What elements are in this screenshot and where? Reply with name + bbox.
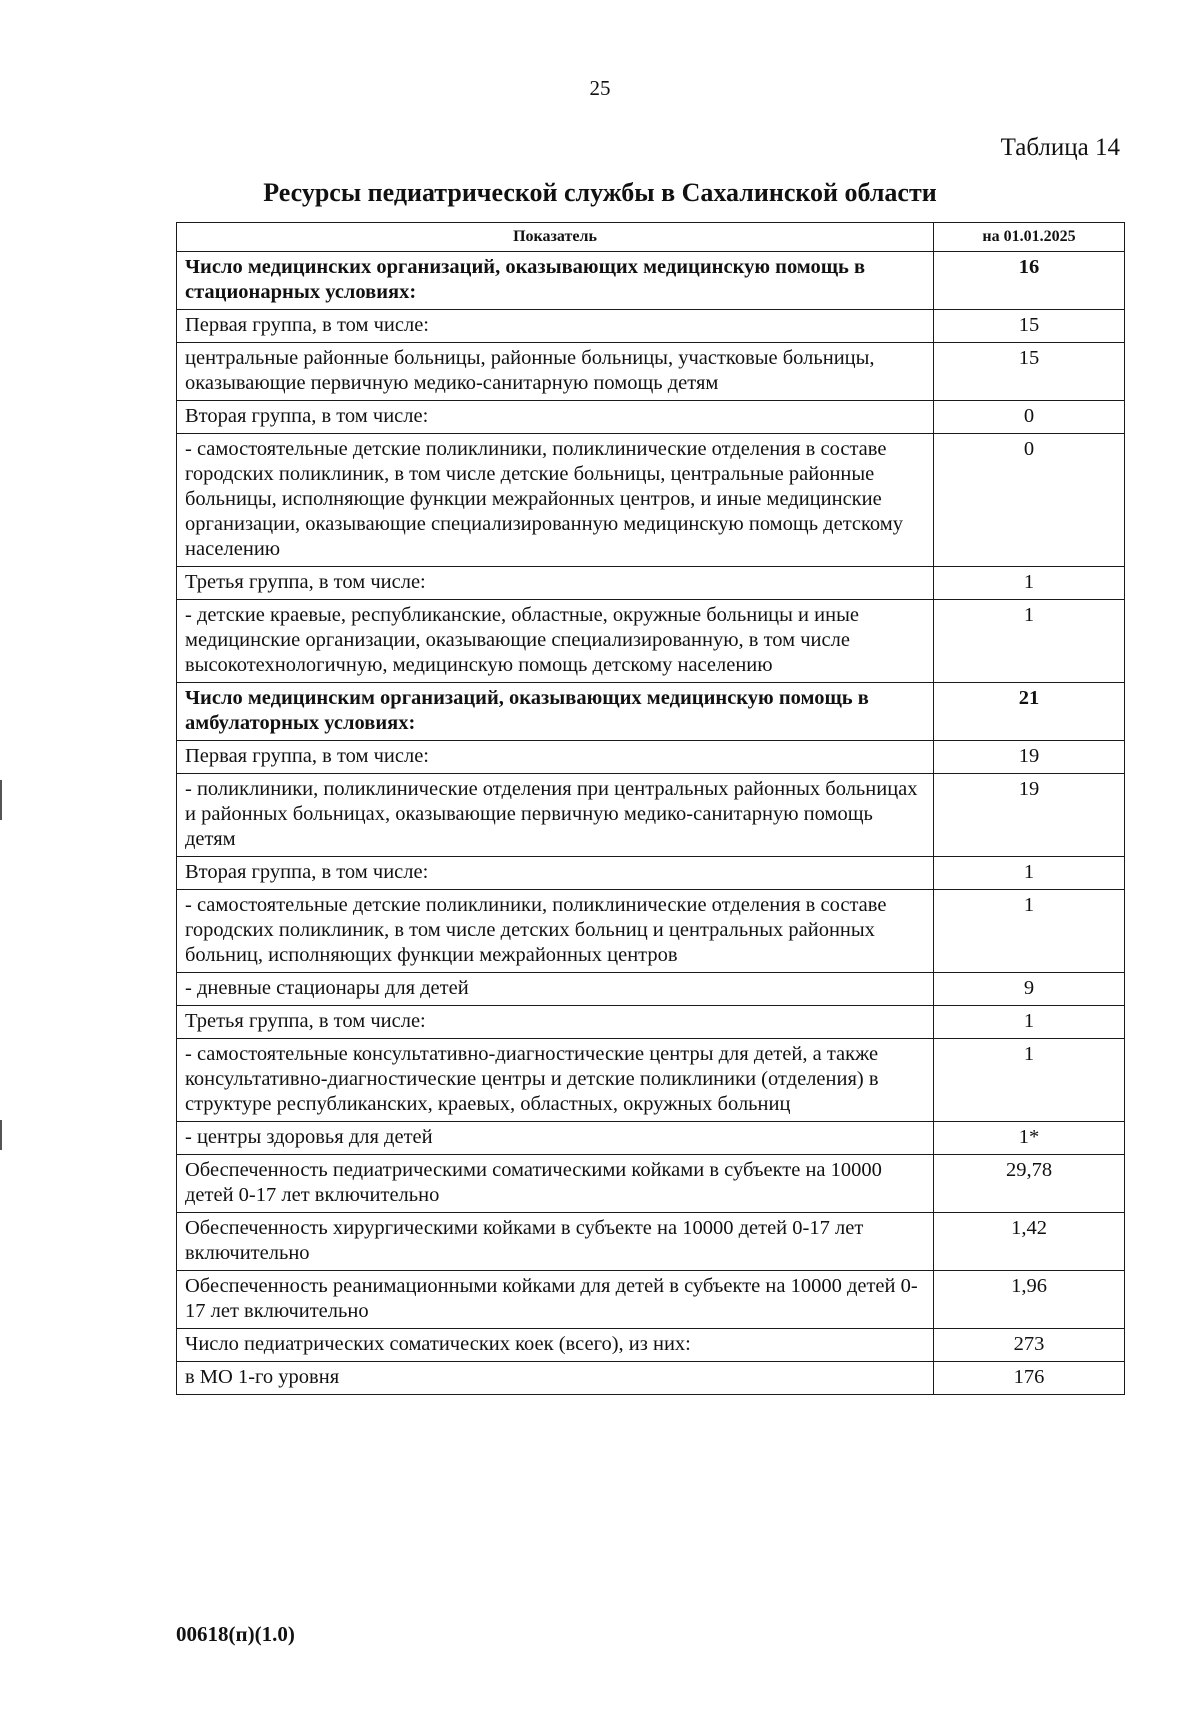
indicator-cell: Третья группа, в том числе:: [177, 567, 934, 600]
value-cell: 0: [934, 434, 1125, 567]
indicator-cell: Число медицинских организаций, оказывающих медицинскую помощь в стационарных условиях:: [177, 252, 934, 310]
scan-margin-mark: [0, 1120, 2, 1150]
indicator-cell: Вторая группа, в том числе:: [177, 857, 934, 890]
table-row: [177, 973, 1125, 1006]
indicator-cell: - самостоятельные консультативно-диагностические центры для детей, а также консультативно-диагностические центры и детские поликлиники (отделения) в структуре республиканских, краевых, областных, окружных больниц: [177, 1039, 934, 1122]
document-code: 00618(п)(1.0): [176, 1622, 295, 1646]
value-cell: 9: [934, 973, 1125, 1006]
value-cell: 273: [934, 1329, 1125, 1362]
indicator-cell: - центры здоровья для детей: [177, 1122, 934, 1155]
table-row: [177, 857, 1125, 890]
table-row: [177, 310, 1125, 343]
indicator-cell: Первая группа, в том числе:: [177, 741, 934, 774]
value-cell: 19: [934, 741, 1125, 774]
table-row: [177, 434, 1125, 567]
indicator-cell: Число педиатрических соматических коек (всего), из них:: [177, 1329, 934, 1362]
table-row: [177, 1006, 1125, 1039]
document-title: Ресурсы педиатрической службы в Сахалинской области: [263, 178, 937, 207]
table-row: [177, 774, 1125, 857]
value-cell: 1*: [934, 1122, 1125, 1155]
indicator-cell: - детские краевые, республиканские, областные, окружные больницы и иные медицинские организации, оказывающие специализированную, в том числе высокотехнологичную, медицинскую помощь детскому населению: [177, 600, 934, 683]
table-row: [177, 401, 1125, 434]
value-cell: 21: [934, 683, 1125, 741]
indicator-cell: в МО 1-го уровня: [177, 1362, 934, 1395]
header-indicator: Показатель: [177, 223, 934, 252]
table-row: [177, 683, 1125, 741]
indicator-cell: - дневные стационары для детей: [177, 973, 934, 1006]
indicator-cell: Число медицинским организаций, оказывающих медицинскую помощь в амбулаторных условиях:: [177, 683, 934, 741]
value-cell: 15: [934, 310, 1125, 343]
table-row: [177, 1362, 1125, 1395]
value-cell: 1: [934, 857, 1125, 890]
value-cell: 1: [934, 600, 1125, 683]
indicator-cell: центральные районные больницы, районные больницы, участковые больницы, оказывающие первичную медико-санитарную помощь детям: [177, 343, 934, 401]
table-row: [177, 1155, 1125, 1213]
page-number: 25: [589, 76, 611, 100]
value-cell: 16: [934, 252, 1125, 310]
value-cell: 1: [934, 1006, 1125, 1039]
indicator-cell: Третья группа, в том числе:: [177, 1006, 934, 1039]
indicator-cell: Обеспеченность реанимационными койками для детей в субъекте на 10000 детей 0-17 лет включительно: [177, 1271, 934, 1329]
value-cell: 15: [934, 343, 1125, 401]
table-row: [177, 890, 1125, 973]
indicator-cell: - самостоятельные детские поликлиники, поликлинические отделения в составе городских поликлиник, в том числе детских больниц и центральных районных больниц, исполняющих функции межрайонных центров: [177, 890, 934, 973]
indicator-cell: Обеспеченность педиатрическими соматическими койками в субъекте на 10000 детей 0-17 лет включительно: [177, 1155, 934, 1213]
table-row: [177, 567, 1125, 600]
indicator-cell: - поликлиники, поликлинические отделения при центральных районных больницах и районных больницах, оказывающие первичную медико-санитарную помощь детям: [177, 774, 934, 857]
value-cell: 29,78: [934, 1155, 1125, 1213]
indicator-cell: - самостоятельные детские поликлиники, поликлинические отделения в составе городских поликлиник, в том числе детские больницы, центральные районные больницы, исполняющие функции межрайонных центров, и иные медицинские организации, оказывающие специализированную медицинскую помощь детскому населению: [177, 434, 934, 567]
value-cell: 1: [934, 890, 1125, 973]
value-cell: 19: [934, 774, 1125, 857]
value-cell: 1,42: [934, 1213, 1125, 1271]
table-row: [177, 343, 1125, 401]
value-cell: 176: [934, 1362, 1125, 1395]
resources-table: [176, 222, 1125, 1395]
table-row: [177, 252, 1125, 310]
value-cell: 0: [934, 401, 1125, 434]
value-cell: 1: [934, 1039, 1125, 1122]
table-row: [177, 1329, 1125, 1362]
table-header-row: [177, 223, 1125, 252]
table-row: [177, 600, 1125, 683]
table-row: [177, 1213, 1125, 1271]
table-row: [177, 741, 1125, 774]
indicator-cell: Первая группа, в том числе:: [177, 310, 934, 343]
scan-margin-mark: [0, 780, 2, 820]
table-body: [177, 252, 1125, 1395]
header-date: на 01.01.2025: [934, 223, 1125, 252]
table-label: Таблица 14: [1000, 134, 1120, 161]
value-cell: 1,96: [934, 1271, 1125, 1329]
table-row: [177, 1271, 1125, 1329]
indicator-cell: Обеспеченность хирургическими койками в субъекте на 10000 детей 0-17 лет включительно: [177, 1213, 934, 1271]
indicator-cell: Вторая группа, в том числе:: [177, 401, 934, 434]
table-row: [177, 1122, 1125, 1155]
table-row: [177, 1039, 1125, 1122]
value-cell: 1: [934, 567, 1125, 600]
